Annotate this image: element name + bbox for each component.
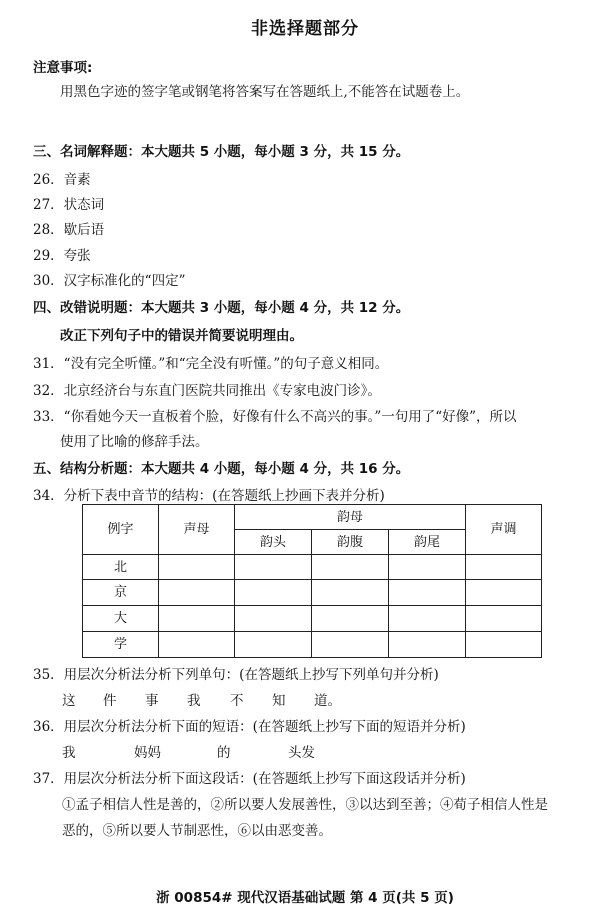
table-cell — [466, 632, 542, 658]
header-coda: 韵尾 — [389, 530, 466, 555]
page-footer: 浙 00854# 现代汉语基础试题 第 4 页(共 5 页) — [156, 890, 454, 906]
word: 知 — [272, 693, 286, 709]
table-cell — [235, 580, 312, 606]
table-cell — [312, 555, 389, 580]
question-28: 28．歇后语 — [33, 222, 105, 238]
table-cell — [235, 555, 312, 580]
header-initial: 声母 — [159, 505, 235, 555]
question-32: 32．北京经济台与东直门医院共同推出《专家电波门诊》。 — [33, 383, 381, 399]
table-cell — [389, 555, 466, 580]
table-cell — [389, 632, 466, 658]
word: 的 — [217, 745, 231, 761]
table-cell — [159, 580, 235, 606]
word: 我 — [62, 745, 76, 761]
q37-passage-line1: ①孟子相信人性是善的，②所以要人发展善性，③以达到至善；④荀子相信人性是 — [62, 797, 548, 813]
table-cell — [389, 580, 466, 606]
question-34: 34．分析下表中音节的结构：(在答题纸上抄画下表并分析) — [33, 488, 385, 504]
table-cell — [466, 606, 542, 632]
question-31: 31．“没有完全听懂。”和“完全没有听懂。”的句子意义相同。 — [33, 356, 389, 372]
header-example-char: 例字 — [83, 505, 159, 555]
table-cell — [159, 632, 235, 658]
question-36: 36．用层次分析法分析下面的短语：(在答题纸上抄写下面的短语并分析) — [33, 719, 466, 735]
notice-text: 用黑色字迹的签字笔或钢笔将答案写在答题纸上,不能答在试题卷上。 — [60, 84, 470, 100]
question-33-line1: 33．“你看她今天一直板着个脸，好像有什么不高兴的事。”一句用了“好像”，所以 — [33, 409, 517, 425]
word: 头发 — [288, 745, 315, 761]
notice-heading: 注意事项: — [33, 60, 93, 76]
table-row — [83, 580, 542, 606]
header-final: 韵母 — [235, 505, 466, 530]
question-29: 29．夸张 — [33, 248, 91, 264]
word: 道。 — [314, 693, 341, 709]
question-26: 26．音素 — [33, 172, 91, 188]
table-cell — [312, 580, 389, 606]
section4-instruction: 改正下列句子中的错误并简要说明理由。 — [60, 328, 303, 344]
word: 事 — [145, 693, 159, 709]
section3-heading: 三、名词解释题：本大题共 5 小题，每小题 3 分，共 15 分。 — [33, 144, 410, 160]
row-char: 大 — [83, 606, 159, 632]
table-cell — [389, 606, 466, 632]
header-tone: 声调 — [466, 505, 542, 555]
word: 件 — [103, 693, 117, 709]
section4-heading: 四、改错说明题：本大题共 3 小题，每小题 4 分，共 12 分。 — [33, 300, 410, 316]
question-33-line2: 使用了比喻的修辞手法。 — [60, 434, 209, 450]
table-row — [83, 555, 542, 580]
q37-passage-line2: 恶的，⑤所以要人节制恶性，⑥以由恶变善。 — [62, 823, 332, 839]
question-35: 35．用层次分析法分析下列单句：(在答题纸上抄写下列单句并分析) — [33, 667, 439, 683]
table-cell — [159, 606, 235, 632]
table-cell — [312, 606, 389, 632]
table-cell — [466, 580, 542, 606]
table-cell — [235, 632, 312, 658]
row-char: 学 — [83, 632, 159, 658]
page-title: 非选择题部分 — [251, 19, 359, 39]
table-cell — [312, 632, 389, 658]
section5-heading: 五、结构分析题：本大题共 4 小题，每小题 4 分，共 16 分。 — [33, 461, 410, 477]
syllable-structure-table — [82, 504, 542, 658]
table-cell — [466, 555, 542, 580]
header-medial: 韵头 — [235, 530, 312, 555]
word: 不 — [230, 693, 244, 709]
word: 妈妈 — [134, 745, 161, 761]
table-cell — [159, 555, 235, 580]
header-nucleus: 韵腹 — [312, 530, 389, 555]
question-27: 27．状态词 — [33, 197, 105, 213]
table-row — [83, 606, 542, 632]
question-30: 30．汉字标准化的“四定” — [33, 273, 186, 289]
word: 我 — [187, 693, 201, 709]
word: 这 — [62, 693, 76, 709]
row-char: 北 — [83, 555, 159, 580]
table-cell — [235, 606, 312, 632]
question-37: 37．用层次分析法分析下面这段话：(在答题纸上抄写下面这段话并分析) — [33, 771, 466, 787]
row-char: 京 — [83, 580, 159, 606]
table-row — [83, 632, 542, 658]
